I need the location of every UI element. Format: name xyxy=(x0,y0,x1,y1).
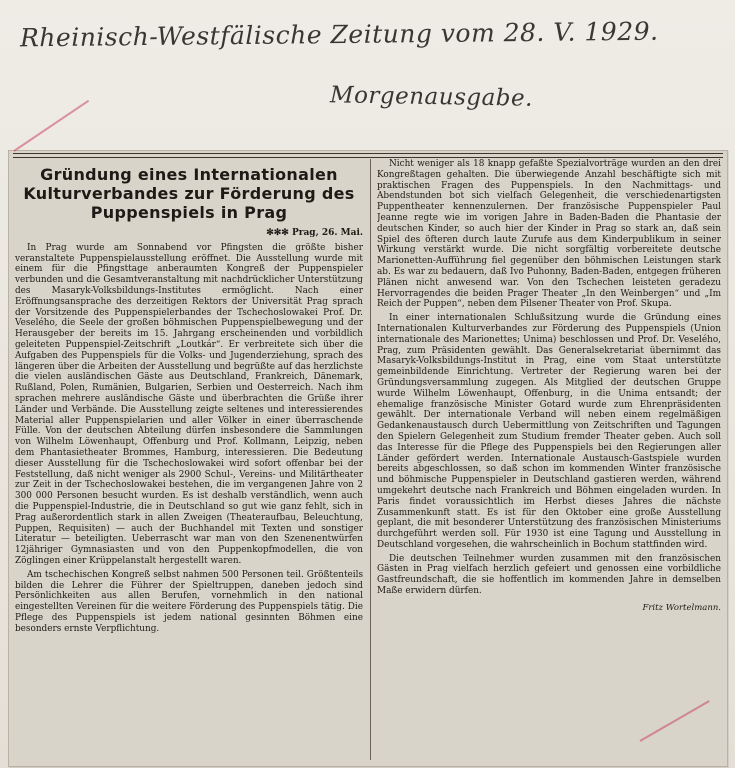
article-paragraph: In Prag wurde am Sonnabend vor Pfingsten die größte bisher veranstaltete Puppenspielausstellung eröffnet. Die Ausstellung wurde mit einem für die Pfingsttage anberaumten Kongreß der Puppenspieler verbunden und die Gesamtveranstaltung mit nachdrücklicher Unterstützung des Masaryk-Volksbildungs-Institutes ermöglicht. Nach einer Eröffnungsansprache des derzeitigen Rektors der Universität Prag sprach der Vorsitzende des Puppenspielerbandes der Tschechoslowakei Prof. Dr. Veselého, die Seele der großen böhmischen Puppenspielbewegung und der Herausgeber der bereits im 15. Jahrgang erscheinenden und vorbildlich geleiteten Puppenspiel-Zeitschrift „Loutkár“. Er verbreitete sich über die Aufgaben des Puppenspiels für die Volks- und Jugenderziehung, sprach des längeren über die Arbeiten der Ausstellung und begrüßte auf das herzlichste die vielen ausländischen Gäste aus Deutschland, Frankreich, Dänemark, Rußland, Polen, Rumänien, Bulgarien, Serbien und Oesterreich. Nach ihm sprachen mehrere ausländische Gäste und überbrachten die Grüße ihrer Länder und Verbände. Die Ausstellung zeigte seltenes und interessierendes Material aller Puppenspielarien und aller Völker in einer überraschende Fülle. Von der deutschen Abteilung dürfen insbesondere die Sammlungen von Wilhelm Löwenhaupt, Offenburg und Prof. Kollmann, Leipzig, neben dem Phantasietheater Brommes, Hamburg, interessieren. Die Bedeutung dieser Ausstellung für die Tschechoslowakei wird sofort offenbar bei der Feststellung, daß nicht weniger als 2900 Schul-, Vereins- und Militärtheater zur Zeit in der Tschechoslowakei bestehen, die im vergangenen Jahre von 2 300 000 Personen besucht wurden. Es ist deshalb verständlich, wenn auch die Puppenspiel-Industrie, die in Deutschland so gut wie ganz fehlt, sich in Prag außerordentlich stark in allen Zweigen (Theateraufbau, Beleuchtung, Puppen, Requisiten) — auch der Buchhandel mit Texten und sonstiger Literatur — beteiligten. Ueberrascht war man von den Szenenentwürfen 12jähriger Gymnasiasten und von den Puppenkopfmodellen, die von Zöglingen einer Krüppelanstalt hergestellt waren. xyxy=(15,242,363,566)
article-paragraph: Die deutschen Teilnehmer wurden zusammen mit den französischen Gästen in Prag vielfach herzlich gefeiert und genossen eine vorbildliche Gastfreundschaft, die sie hoffentlich im kommenden Jahre in demselben Maße erwidern dürfen. xyxy=(377,553,721,597)
column-divider xyxy=(370,159,371,760)
author-signature: Fritz Wortelmann. xyxy=(642,602,721,613)
right-column xyxy=(377,159,721,762)
article-paragraph: Nicht weniger als 18 knapp gefaßte Spezialvorträge wurden an den drei Kongreßtagen gehalten. Die überwiegende Anzahl beschäftigte sich mit praktischen Fragen des Puppenspiels. In den Nachmittags- und Abendstunden bot sich vielfach Gelegenheit, die verschiedenartigsten Puppentheater kennenzulernen. Der französische Puppenspieler Paul Jeanne regte wie im vorigen Jahre in Baden-Baden die Phantasie der deutschen Kinder, so auch hier der Kinder in Prag so stark an, daß sein Spiel des öfteren durch laute Zurufe aus dem Kinderpublikum in seiner Wirkung verstärkt wurde. Die nicht sorgfältig vorbereitete deutsche Marionetten-Aufführung fiel gegenüber den böhmischen Leistungen stark ab. Es war zu bedauern, daß Ivo Puhonny, Baden-Baden, entgegen früheren Plänen nicht anwesend war. Von den Tschechen leisteten geradezu Hervorragendes die beiden Prager Theater „In den Weinbergen“ und „Im Reich der Puppen“, neben dem Pilsener Theater von Prof. Skupa. xyxy=(377,159,721,310)
handwritten-edition-note: Morgenausgabe. xyxy=(329,82,534,112)
article-dateline: ✻✻✻ Prag, 26. Mai. xyxy=(266,228,363,238)
left-column xyxy=(15,159,363,762)
newspaper-clipping xyxy=(8,150,728,767)
handwritten-source-note: Rheinisch-Westfälische Zeitung vom 28. V. 1929. xyxy=(19,16,659,53)
article-paragraph: Am tschechischen Kongreß selbst nahmen 500 Personen teil. Größtenteils bilden die Lehrer die Führer der Spieltruppen, daneben jedoch sind Persönlichkeiten aus allen Berufen, vornehmlich in den national eingestellten Vereinen für die weitere Förderung des Puppenspiels tätig. Die Pflege des Puppenspiels ist jedem national gesinnten Böhmen eine besonders ernste Verpflichtung. xyxy=(15,569,363,634)
article-headline: Gründung eines Internationalen Kulturverbandes zur Förderung des Puppenspiels in Prag xyxy=(23,165,355,222)
top-rule xyxy=(13,153,723,158)
article-paragraph: In einer internationalen Schlußsitzung wurde die Gründung eines Internationalen Kulturverbandes zur Förderung des Puppenspiels (Union internationale des Marionettes; Unima) beschlossen und Prof. Dr. Veselého, Prag, zum Präsidenten gewählt. Das Generalsekretariat übernimmt das Masaryk-Volksbildungs-Institut in Prag, eine vom Staat unterstützte gemeinbildende Einrichtung. Vertreter der Regierung waren bei der Gründungsversammlung zugegen. Als Mitglied der deutschen Gruppe wurde Wilhelm Löwenhaupt, Offenburg, in die Unima entsandt; der ehemalige französische Minister Gotard wurde zum Ehrenpräsidenten gewählt. Der internationale Verband will neben einem regelmäßigen Gedankenaustausch durch Uebermittlung von Zeitschriften und Tagungen den Spielern Gelegenheit zum Studium fremder Theater geben. Auch soll das Interesse für die Pflege des Puppenspiels bei den Regierungen aller Länder gefördert werden. Internationale Austausch-Gastspiele wurden bereits abgeschlossen, so daß schon im kommenden Winter französische und böhmische Puppenspieler in Deutschland gastieren werden, während umgekehrt deutsche nach Frankreich und Böhmen eingeladen wurden. In Paris findet voraussichtlich im Herbst dieses Jahres die nächste Zusammenkunft statt. Es ist für den Oktober eine große Ausstellung geplant, die mit besonderer Unterstützung des französischen Ministeriums durchgeführt werden soll. Für 1930 ist eine Tagung und Ausstellung in Deutschland vorgesehen, die wahrscheinlich in Bochum stattfinden wird. xyxy=(377,313,721,550)
